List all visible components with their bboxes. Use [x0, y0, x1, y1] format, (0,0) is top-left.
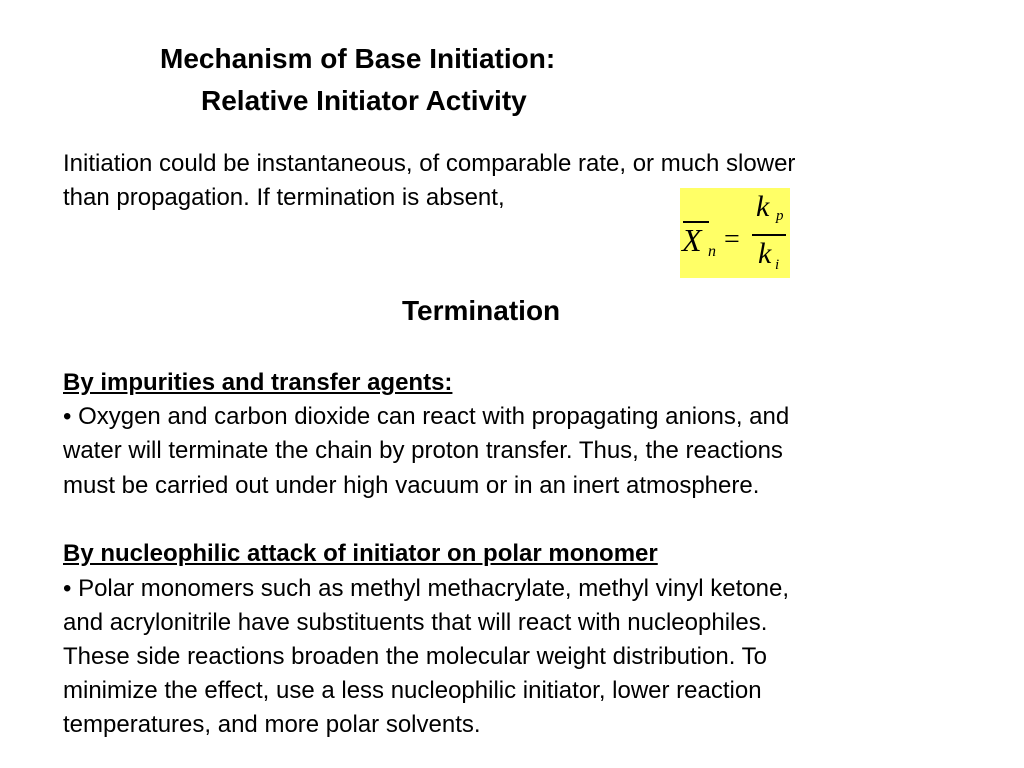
section-impurities-heading: By impurities and transfer agents:	[63, 369, 453, 396]
equation-lhs-subscript: n	[708, 243, 716, 260]
equation-lhs: X	[682, 222, 702, 258]
section-nucleophilic-heading: By nucleophilic attack of initiator on polar monomer	[63, 540, 658, 567]
equation-numerator: k	[756, 190, 770, 223]
fraction-bar	[752, 234, 786, 236]
equation-numerator-subscript: p	[776, 208, 784, 224]
equation-denominator-subscript: i	[775, 257, 780, 273]
intro-line-1: Initiation could be instantaneous, of comparable rate, or much slower	[63, 150, 796, 177]
section-nucleophilic-line-3: These side reactions broaden the molecular weight distribution. To	[63, 643, 767, 670]
intro-line-2: than propagation. If termination is absent,	[63, 184, 505, 211]
termination-heading: Termination	[402, 295, 561, 326]
section-impurities-line-1: • Oxygen and carbon dioxide can react with propagating anions, and	[63, 403, 790, 430]
section-nucleophilic-line-2: and acrylonitrile have substituents that will react with nucleophiles.	[63, 609, 768, 636]
slide-title-line-2: Relative Initiator Activity	[201, 85, 527, 116]
section-nucleophilic-line-4: minimize the effect, use a less nucleophilic initiator, lower reaction	[63, 677, 762, 704]
equation-equals: =	[724, 224, 740, 255]
degree-of-polymerization-equation	[680, 188, 790, 278]
section-impurities-line-3: must be carried out under high vacuum or in an inert atmosphere.	[63, 472, 760, 499]
slide-title-line-1: Mechanism of Base Initiation:	[160, 43, 556, 74]
equation-denominator: k	[758, 237, 772, 270]
section-nucleophilic-line-5: temperatures, and more polar solvents.	[63, 711, 481, 738]
section-impurities-line-2: water will terminate the chain by proton transfer. Thus, the reactions	[63, 437, 783, 464]
section-nucleophilic-line-1: • Polar monomers such as methyl methacrylate, methyl vinyl ketone,	[63, 575, 790, 602]
